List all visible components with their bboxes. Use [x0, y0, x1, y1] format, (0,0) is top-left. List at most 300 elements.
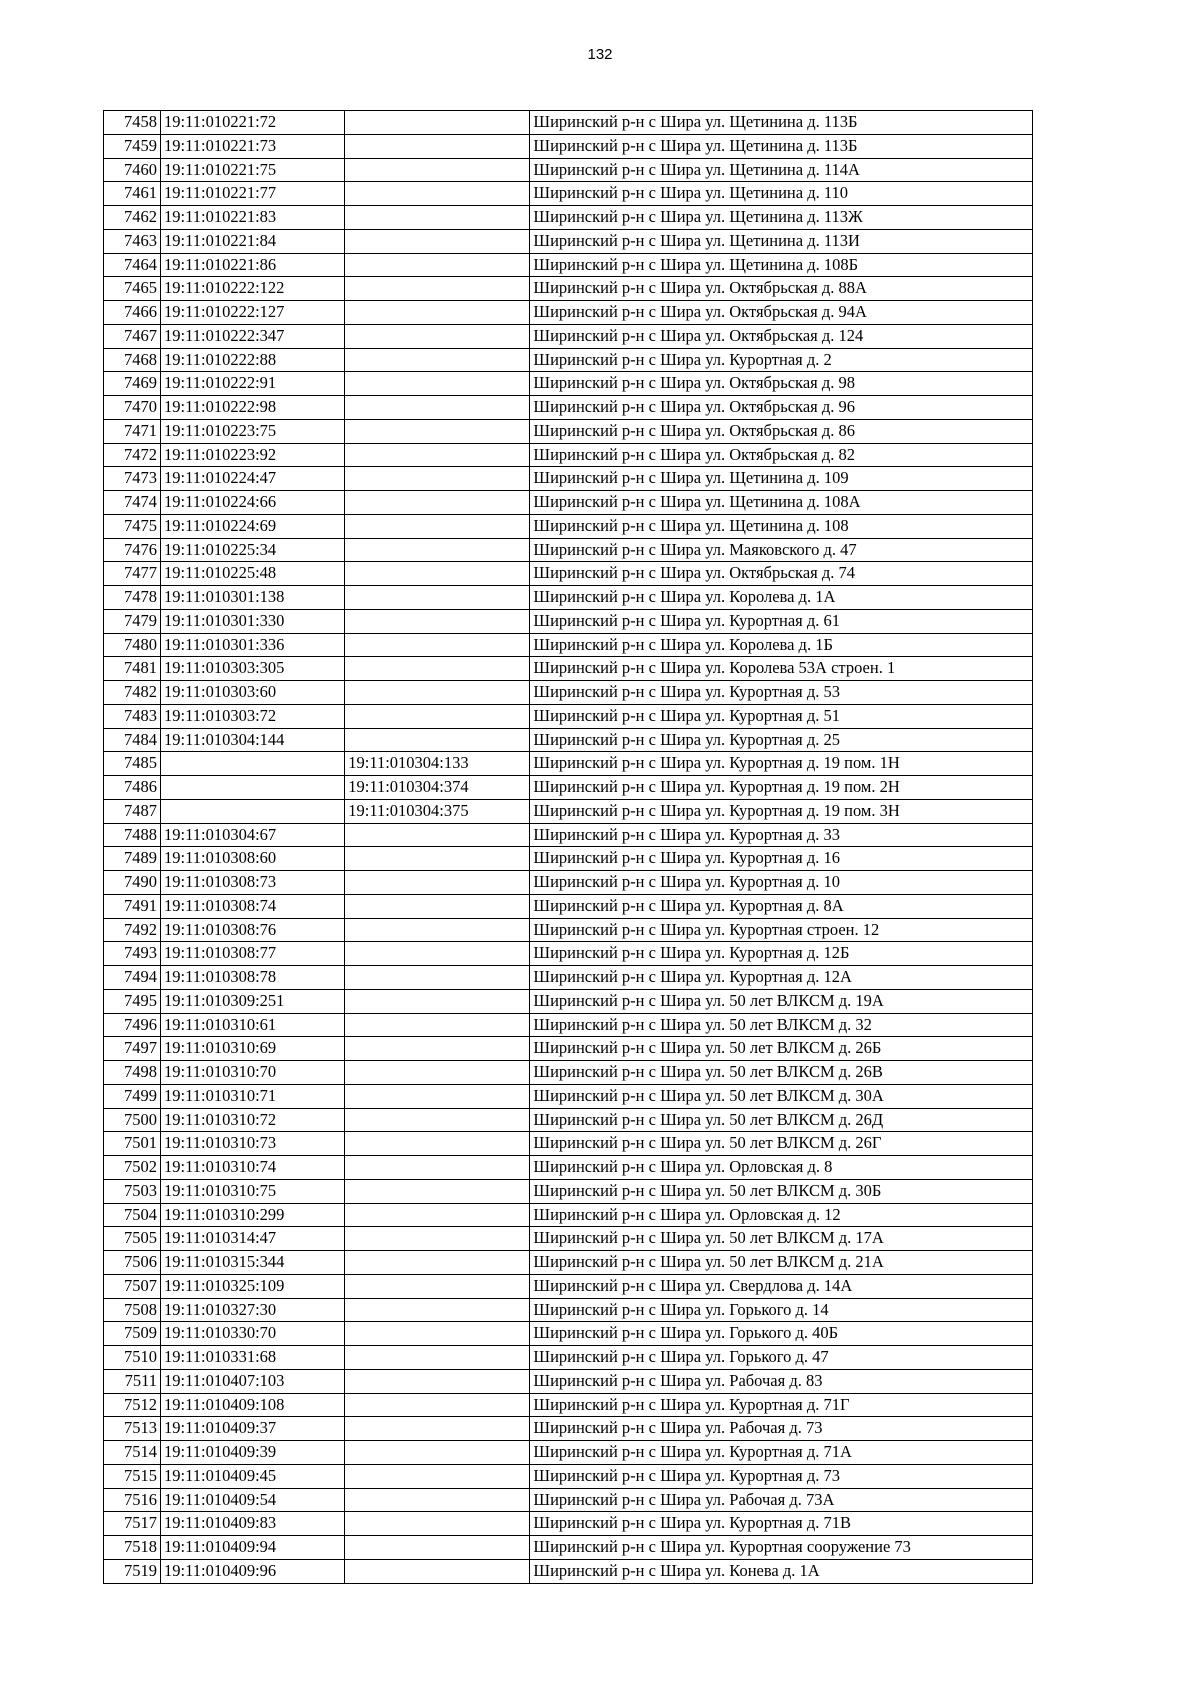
address-cell: Ширинский р-н с Шира ул. Курортная д. 53: [530, 681, 1033, 705]
cadastral-number-cell: 19:11:010409:96: [161, 1559, 345, 1583]
address-cell: Ширинский р-н с Шира ул. 50 лет ВЛКСМ д. 26Г: [530, 1132, 1033, 1156]
address-cell: Ширинский р-н с Шира ул. Свердлова д. 14А: [530, 1274, 1033, 1298]
table-row: [104, 1037, 1033, 1061]
premises-cadastral-number-cell: [345, 871, 530, 895]
row-number-cell: 7481: [104, 657, 161, 681]
table-row: [104, 1013, 1033, 1037]
address-cell: Ширинский р-н с Шира ул. Курортная д. 25: [530, 728, 1033, 752]
table-row: [104, 776, 1033, 800]
row-number-cell: 7516: [104, 1488, 161, 1512]
cadastral-number-cell: 19:11:010222:91: [161, 372, 345, 396]
cadastral-number-cell: 19:11:010222:127: [161, 301, 345, 325]
row-number-cell: 7476: [104, 538, 161, 562]
table-row: [104, 467, 1033, 491]
cadastral-number-cell: 19:11:010221:72: [161, 111, 345, 135]
address-cell: Ширинский р-н с Шира ул. Курортная д. 12А: [530, 966, 1033, 990]
address-cell: Ширинский р-н с Шира ул. 50 лет ВЛКСМ д. 21А: [530, 1251, 1033, 1275]
cadastral-number-cell: 19:11:010221:75: [161, 158, 345, 182]
row-number-cell: 7472: [104, 443, 161, 467]
premises-cadastral-number-cell: [345, 966, 530, 990]
premises-cadastral-number-cell: [345, 1559, 530, 1583]
table-row: [104, 206, 1033, 230]
premises-cadastral-number-cell: [345, 1346, 530, 1370]
premises-cadastral-number-cell: [345, 1393, 530, 1417]
premises-cadastral-number-cell: [345, 372, 530, 396]
premises-cadastral-number-cell: [345, 396, 530, 420]
cadastral-number-cell: 19:11:010308:73: [161, 871, 345, 895]
cadastral-number-cell: 19:11:010221:83: [161, 206, 345, 230]
address-cell: Ширинский р-н с Шира ул. Щетинина д. 113Ж: [530, 206, 1033, 230]
cadastral-number-cell: 19:11:010315:344: [161, 1251, 345, 1275]
address-cell: Ширинский р-н с Шира ул. Щетинина д. 110: [530, 182, 1033, 206]
cadastral-number-cell: 19:11:010222:98: [161, 396, 345, 420]
row-number-cell: 7474: [104, 491, 161, 515]
row-number-cell: 7484: [104, 728, 161, 752]
premises-cadastral-number-cell: [345, 847, 530, 871]
table-row: [104, 633, 1033, 657]
premises-cadastral-number-cell: [345, 942, 530, 966]
table-row: [104, 1203, 1033, 1227]
address-cell: Ширинский р-н с Шира ул. Рабочая д. 73: [530, 1417, 1033, 1441]
premises-cadastral-number-cell: [345, 918, 530, 942]
row-number-cell: 7505: [104, 1227, 161, 1251]
address-cell: Ширинский р-н с Шира ул. Щетинина д. 113Б: [530, 111, 1033, 135]
row-number-cell: 7473: [104, 467, 161, 491]
address-cell: Ширинский р-н с Шира ул. Орловская д. 8: [530, 1156, 1033, 1180]
cadastral-number-cell: 19:11:010331:68: [161, 1346, 345, 1370]
row-number-cell: 7506: [104, 1251, 161, 1275]
table-row: [104, 1536, 1033, 1560]
row-number-cell: 7499: [104, 1084, 161, 1108]
registry-table-body: [104, 111, 1033, 1584]
address-cell: Ширинский р-н с Шира ул. Курортная д. 51: [530, 704, 1033, 728]
premises-cadastral-number-cell: [345, 1132, 530, 1156]
premises-cadastral-number-cell: [345, 1322, 530, 1346]
row-number-cell: 7459: [104, 134, 161, 158]
table-row: [104, 111, 1033, 135]
table-row: [104, 657, 1033, 681]
premises-cadastral-number-cell: [345, 324, 530, 348]
cadastral-number-cell: [161, 799, 345, 823]
cadastral-number-cell: 19:11:010301:330: [161, 609, 345, 633]
premises-cadastral-number-cell: [345, 467, 530, 491]
table-row: [104, 1274, 1033, 1298]
address-cell: Ширинский р-н с Шира ул. 50 лет ВЛКСМ д. 26В: [530, 1061, 1033, 1085]
premises-cadastral-number-cell: [345, 1274, 530, 1298]
row-number-cell: 7517: [104, 1512, 161, 1536]
premises-cadastral-number-cell: [345, 253, 530, 277]
cadastral-number-cell: 19:11:010308:78: [161, 966, 345, 990]
row-number-cell: 7488: [104, 823, 161, 847]
table-row: [104, 1108, 1033, 1132]
premises-cadastral-number-cell: [345, 1061, 530, 1085]
premises-cadastral-number-cell: [345, 538, 530, 562]
table-row: [104, 372, 1033, 396]
cadastral-number-cell: 19:11:010308:76: [161, 918, 345, 942]
premises-cadastral-number-cell: [345, 681, 530, 705]
table-row: [104, 134, 1033, 158]
premises-cadastral-number-cell: 19:11:010304:374: [345, 776, 530, 800]
row-number-cell: 7498: [104, 1061, 161, 1085]
cadastral-number-cell: 19:11:010221:77: [161, 182, 345, 206]
row-number-cell: 7477: [104, 562, 161, 586]
row-number-cell: 7507: [104, 1274, 161, 1298]
page-number: 132: [587, 46, 613, 63]
cadastral-number-cell: 19:11:010310:61: [161, 1013, 345, 1037]
table-row: [104, 1061, 1033, 1085]
address-cell: Ширинский р-н с Шира ул. 50 лет ВЛКСМ д. 17А: [530, 1227, 1033, 1251]
registry-table: [103, 110, 1033, 1584]
premises-cadastral-number-cell: [345, 562, 530, 586]
cadastral-number-cell: 19:11:010303:305: [161, 657, 345, 681]
table-row: [104, 894, 1033, 918]
cadastral-number-cell: 19:11:010304:67: [161, 823, 345, 847]
address-cell: Ширинский р-н с Шира ул. Орловская д. 12: [530, 1203, 1033, 1227]
row-number-cell: 7478: [104, 586, 161, 610]
cadastral-number-cell: [161, 776, 345, 800]
row-number-cell: 7490: [104, 871, 161, 895]
address-cell: Ширинский р-н с Шира ул. Курортная д. 8А: [530, 894, 1033, 918]
cadastral-number-cell: 19:11:010310:73: [161, 1132, 345, 1156]
cadastral-number-cell: 19:11:010309:251: [161, 989, 345, 1013]
cadastral-number-cell: 19:11:010304:144: [161, 728, 345, 752]
cadastral-number-cell: 19:11:010409:108: [161, 1393, 345, 1417]
cadastral-number-cell: 19:11:010225:34: [161, 538, 345, 562]
table-row: [104, 704, 1033, 728]
cadastral-number-cell: 19:11:010308:77: [161, 942, 345, 966]
address-cell: Ширинский р-н с Шира ул. Курортная д. 19 пом. 3Н: [530, 799, 1033, 823]
cadastral-number-cell: 19:11:010330:70: [161, 1322, 345, 1346]
table-row: [104, 728, 1033, 752]
premises-cadastral-number-cell: [345, 514, 530, 538]
cadastral-number-cell: 19:11:010310:70: [161, 1061, 345, 1085]
row-number-cell: 7493: [104, 942, 161, 966]
premises-cadastral-number-cell: [345, 443, 530, 467]
table-row: [104, 918, 1033, 942]
cadastral-number-cell: 19:11:010224:69: [161, 514, 345, 538]
address-cell: Ширинский р-н с Шира ул. Щетинина д. 113Б: [530, 134, 1033, 158]
address-cell: Ширинский р-н с Шира ул. Курортная д. 16: [530, 847, 1033, 871]
table-row: [104, 799, 1033, 823]
row-number-cell: 7514: [104, 1441, 161, 1465]
table-row: [104, 1132, 1033, 1156]
table-row: [104, 752, 1033, 776]
cadastral-number-cell: 19:11:010327:30: [161, 1298, 345, 1322]
premises-cadastral-number-cell: [345, 1512, 530, 1536]
premises-cadastral-number-cell: [345, 1488, 530, 1512]
row-number-cell: 7492: [104, 918, 161, 942]
row-number-cell: 7464: [104, 253, 161, 277]
premises-cadastral-number-cell: [345, 348, 530, 372]
table-row: [104, 253, 1033, 277]
address-cell: Ширинский р-н с Шира ул. Октябрьская д. 124: [530, 324, 1033, 348]
cadastral-number-cell: 19:11:010409:94: [161, 1536, 345, 1560]
cadastral-number-cell: 19:11:010303:60: [161, 681, 345, 705]
premises-cadastral-number-cell: [345, 419, 530, 443]
premises-cadastral-number-cell: [345, 1203, 530, 1227]
table-row: [104, 1488, 1033, 1512]
address-cell: Ширинский р-н с Шира ул. Октябрьская д. 82: [530, 443, 1033, 467]
address-cell: Ширинский р-н с Шира ул. Курортная д. 12Б: [530, 942, 1033, 966]
table-row: [104, 324, 1033, 348]
row-number-cell: 7519: [104, 1559, 161, 1583]
row-number-cell: 7480: [104, 633, 161, 657]
row-number-cell: 7495: [104, 989, 161, 1013]
row-number-cell: 7503: [104, 1179, 161, 1203]
premises-cadastral-number-cell: [345, 1156, 530, 1180]
address-cell: Ширинский р-н с Шира ул. Королева 53А строен. 1: [530, 657, 1033, 681]
table-row: [104, 277, 1033, 301]
cadastral-number-cell: 19:11:010310:75: [161, 1179, 345, 1203]
address-cell: Ширинский р-н с Шира ул. Курортная д. 71Г: [530, 1393, 1033, 1417]
row-number-cell: 7489: [104, 847, 161, 871]
premises-cadastral-number-cell: [345, 633, 530, 657]
premises-cadastral-number-cell: [345, 728, 530, 752]
address-cell: Ширинский р-н с Шира ул. Октябрьская д. 74: [530, 562, 1033, 586]
address-cell: Ширинский р-н с Шира ул. 50 лет ВЛКСМ д. 30А: [530, 1084, 1033, 1108]
cadastral-number-cell: 19:11:010223:75: [161, 419, 345, 443]
table-row: [104, 586, 1033, 610]
row-number-cell: 7469: [104, 372, 161, 396]
premises-cadastral-number-cell: [345, 1179, 530, 1203]
table-row: [104, 823, 1033, 847]
address-cell: Ширинский р-н с Шира ул. Щетинина д. 114А: [530, 158, 1033, 182]
row-number-cell: 7471: [104, 419, 161, 443]
premises-cadastral-number-cell: [345, 1108, 530, 1132]
premises-cadastral-number-cell: [345, 657, 530, 681]
table-row: [104, 419, 1033, 443]
address-cell: Ширинский р-н с Шира ул. 50 лет ВЛКСМ д. 26Д: [530, 1108, 1033, 1132]
row-number-cell: 7463: [104, 229, 161, 253]
row-number-cell: 7511: [104, 1369, 161, 1393]
row-number-cell: 7461: [104, 182, 161, 206]
cadastral-number-cell: 19:11:010303:72: [161, 704, 345, 728]
row-number-cell: 7513: [104, 1417, 161, 1441]
table-row: [104, 1084, 1033, 1108]
address-cell: Ширинский р-н с Шира ул. Щетинина д. 109: [530, 467, 1033, 491]
premises-cadastral-number-cell: [345, 229, 530, 253]
row-number-cell: 7462: [104, 206, 161, 230]
premises-cadastral-number-cell: [345, 277, 530, 301]
address-cell: Ширинский р-н с Шира ул. Октябрьская д. 94А: [530, 301, 1033, 325]
premises-cadastral-number-cell: [345, 301, 530, 325]
premises-cadastral-number-cell: [345, 1227, 530, 1251]
row-number-cell: 7470: [104, 396, 161, 420]
row-number-cell: 7497: [104, 1037, 161, 1061]
table-row: [104, 396, 1033, 420]
row-number-cell: 7508: [104, 1298, 161, 1322]
table-row: [104, 847, 1033, 871]
table-row: [104, 1156, 1033, 1180]
address-cell: Ширинский р-н с Шира ул. Щетинина д. 108Б: [530, 253, 1033, 277]
cadastral-number-cell: 19:11:010301:138: [161, 586, 345, 610]
address-cell: Ширинский р-н с Шира ул. Курортная д. 33: [530, 823, 1033, 847]
cadastral-number-cell: 19:11:010409:37: [161, 1417, 345, 1441]
cadastral-number-cell: 19:11:010314:47: [161, 1227, 345, 1251]
table-row: [104, 1464, 1033, 1488]
address-cell: Ширинский р-н с Шира ул. Октябрьская д. 98: [530, 372, 1033, 396]
table-row: [104, 491, 1033, 515]
address-cell: Ширинский р-н с Шира ул. 50 лет ВЛКСМ д. 32: [530, 1013, 1033, 1037]
cadastral-number-cell: 19:11:010221:73: [161, 134, 345, 158]
premises-cadastral-number-cell: 19:11:010304:375: [345, 799, 530, 823]
cadastral-number-cell: 19:11:010325:109: [161, 1274, 345, 1298]
row-number-cell: 7482: [104, 681, 161, 705]
premises-cadastral-number-cell: [345, 1013, 530, 1037]
premises-cadastral-number-cell: [345, 989, 530, 1013]
row-number-cell: 7496: [104, 1013, 161, 1037]
address-cell: Ширинский р-н с Шира ул. 50 лет ВЛКСМ д. 30Б: [530, 1179, 1033, 1203]
address-cell: Ширинский р-н с Шира ул. Маяковского д. 47: [530, 538, 1033, 562]
table-row: [104, 348, 1033, 372]
premises-cadastral-number-cell: [345, 1298, 530, 1322]
premises-cadastral-number-cell: [345, 1441, 530, 1465]
address-cell: Ширинский р-н с Шира ул. Щетинина д. 108: [530, 514, 1033, 538]
address-cell: Ширинский р-н с Шира ул. Курортная д. 19 пом. 1Н: [530, 752, 1033, 776]
premises-cadastral-number-cell: [345, 586, 530, 610]
premises-cadastral-number-cell: [345, 1251, 530, 1275]
address-cell: Ширинский р-н с Шира ул. Рабочая д. 73А: [530, 1488, 1033, 1512]
premises-cadastral-number-cell: [345, 1037, 530, 1061]
address-cell: Ширинский р-н с Шира ул. Курортная д. 71А: [530, 1441, 1033, 1465]
table-row: [104, 871, 1033, 895]
table-row: [104, 1417, 1033, 1441]
row-number-cell: 7487: [104, 799, 161, 823]
address-cell: Ширинский р-н с Шира ул. Октябрьская д. 86: [530, 419, 1033, 443]
table-row: [104, 942, 1033, 966]
cadastral-number-cell: 19:11:010409:83: [161, 1512, 345, 1536]
address-cell: Ширинский р-н с Шира ул. Курортная д. 19 пом. 2Н: [530, 776, 1033, 800]
premises-cadastral-number-cell: [345, 1464, 530, 1488]
row-number-cell: 7466: [104, 301, 161, 325]
address-cell: Ширинский р-н с Шира ул. Горького д. 47: [530, 1346, 1033, 1370]
row-number-cell: 7483: [104, 704, 161, 728]
premises-cadastral-number-cell: [345, 1369, 530, 1393]
row-number-cell: 7468: [104, 348, 161, 372]
table-row: [104, 229, 1033, 253]
row-number-cell: 7512: [104, 1393, 161, 1417]
row-number-cell: 7515: [104, 1464, 161, 1488]
table-row: [104, 301, 1033, 325]
address-cell: Ширинский р-н с Шира ул. Курортная д. 10: [530, 871, 1033, 895]
row-number-cell: 7479: [104, 609, 161, 633]
table-row: [104, 1346, 1033, 1370]
cadastral-number-cell: 19:11:010409:39: [161, 1441, 345, 1465]
row-number-cell: 7504: [104, 1203, 161, 1227]
table-row: [104, 1251, 1033, 1275]
premises-cadastral-number-cell: [345, 111, 530, 135]
cadastral-number-cell: 19:11:010221:84: [161, 229, 345, 253]
address-cell: Ширинский р-н с Шира ул. Конева д. 1А: [530, 1559, 1033, 1583]
premises-cadastral-number-cell: [345, 704, 530, 728]
cadastral-number-cell: 19:11:010222:88: [161, 348, 345, 372]
address-cell: Ширинский р-н с Шира ул. Курортная д. 71В: [530, 1512, 1033, 1536]
table-row: [104, 681, 1033, 705]
premises-cadastral-number-cell: [345, 182, 530, 206]
row-number-cell: 7491: [104, 894, 161, 918]
address-cell: Ширинский р-н с Шира ул. Щетинина д. 108А: [530, 491, 1033, 515]
address-cell: Ширинский р-н с Шира ул. Курортная д. 73: [530, 1464, 1033, 1488]
cadastral-number-cell: 19:11:010221:86: [161, 253, 345, 277]
table-row: [104, 609, 1033, 633]
premises-cadastral-number-cell: [345, 1536, 530, 1560]
row-number-cell: 7509: [104, 1322, 161, 1346]
address-cell: Ширинский р-н с Шира ул. Курортная строен. 12: [530, 918, 1033, 942]
table-row: [104, 966, 1033, 990]
table-row: [104, 514, 1033, 538]
address-cell: Ширинский р-н с Шира ул. 50 лет ВЛКСМ д. 26Б: [530, 1037, 1033, 1061]
row-number-cell: 7458: [104, 111, 161, 135]
address-cell: Ширинский р-н с Шира ул. Рабочая д. 83: [530, 1369, 1033, 1393]
address-cell: Ширинский р-н с Шира ул. Горького д. 14: [530, 1298, 1033, 1322]
address-cell: Ширинский р-н с Шира ул. 50 лет ВЛКСМ д. 19А: [530, 989, 1033, 1013]
row-number-cell: 7467: [104, 324, 161, 348]
cadastral-number-cell: 19:11:010222:122: [161, 277, 345, 301]
cadastral-number-cell: 19:11:010308:74: [161, 894, 345, 918]
premises-cadastral-number-cell: [345, 491, 530, 515]
cadastral-number-cell: 19:11:010409:45: [161, 1464, 345, 1488]
address-cell: Ширинский р-н с Шира ул. Октябрьская д. 88А: [530, 277, 1033, 301]
address-cell: Ширинский р-н с Шира ул. Курортная сооружение 73: [530, 1536, 1033, 1560]
premises-cadastral-number-cell: 19:11:010304:133: [345, 752, 530, 776]
address-cell: Ширинский р-н с Шира ул. Королева д. 1А: [530, 586, 1033, 610]
table-row: [104, 182, 1033, 206]
cadastral-number-cell: 19:11:010301:336: [161, 633, 345, 657]
table-row: [104, 1441, 1033, 1465]
table-row: [104, 1512, 1033, 1536]
premises-cadastral-number-cell: [345, 823, 530, 847]
cadastral-number-cell: 19:11:010308:60: [161, 847, 345, 871]
row-number-cell: 7501: [104, 1132, 161, 1156]
address-cell: Ширинский р-н с Шира ул. Октябрьская д. 96: [530, 396, 1033, 420]
address-cell: Ширинский р-н с Шира ул. Королева д. 1Б: [530, 633, 1033, 657]
row-number-cell: 7460: [104, 158, 161, 182]
address-cell: Ширинский р-н с Шира ул. Горького д. 40Б: [530, 1322, 1033, 1346]
cadastral-number-cell: 19:11:010223:92: [161, 443, 345, 467]
address-cell: Ширинский р-н с Шира ул. Курортная д. 2: [530, 348, 1033, 372]
table-row: [104, 562, 1033, 586]
table-row: [104, 1393, 1033, 1417]
row-number-cell: 7465: [104, 277, 161, 301]
address-cell: Ширинский р-н с Шира ул. Курортная д. 61: [530, 609, 1033, 633]
premises-cadastral-number-cell: [345, 158, 530, 182]
table-row: [104, 158, 1033, 182]
cadastral-number-cell: 19:11:010310:74: [161, 1156, 345, 1180]
premises-cadastral-number-cell: [345, 206, 530, 230]
table-row: [104, 1227, 1033, 1251]
cadastral-number-cell: 19:11:010224:47: [161, 467, 345, 491]
cadastral-number-cell: 19:11:010407:103: [161, 1369, 345, 1393]
cadastral-number-cell: 19:11:010310:69: [161, 1037, 345, 1061]
row-number-cell: 7502: [104, 1156, 161, 1180]
premises-cadastral-number-cell: [345, 1084, 530, 1108]
cadastral-number-cell: 19:11:010310:71: [161, 1084, 345, 1108]
premises-cadastral-number-cell: [345, 1417, 530, 1441]
table-row: [104, 989, 1033, 1013]
table-row: [104, 1322, 1033, 1346]
premises-cadastral-number-cell: [345, 894, 530, 918]
cadastral-number-cell: 19:11:010310:299: [161, 1203, 345, 1227]
premises-cadastral-number-cell: [345, 134, 530, 158]
table-row: [104, 1559, 1033, 1583]
cadastral-number-cell: 19:11:010310:72: [161, 1108, 345, 1132]
cadastral-number-cell: 19:11:010222:347: [161, 324, 345, 348]
row-number-cell: 7510: [104, 1346, 161, 1370]
table-row: [104, 1369, 1033, 1393]
table-row: [104, 443, 1033, 467]
table-row: [104, 1179, 1033, 1203]
cadastral-number-cell: 19:11:010225:48: [161, 562, 345, 586]
